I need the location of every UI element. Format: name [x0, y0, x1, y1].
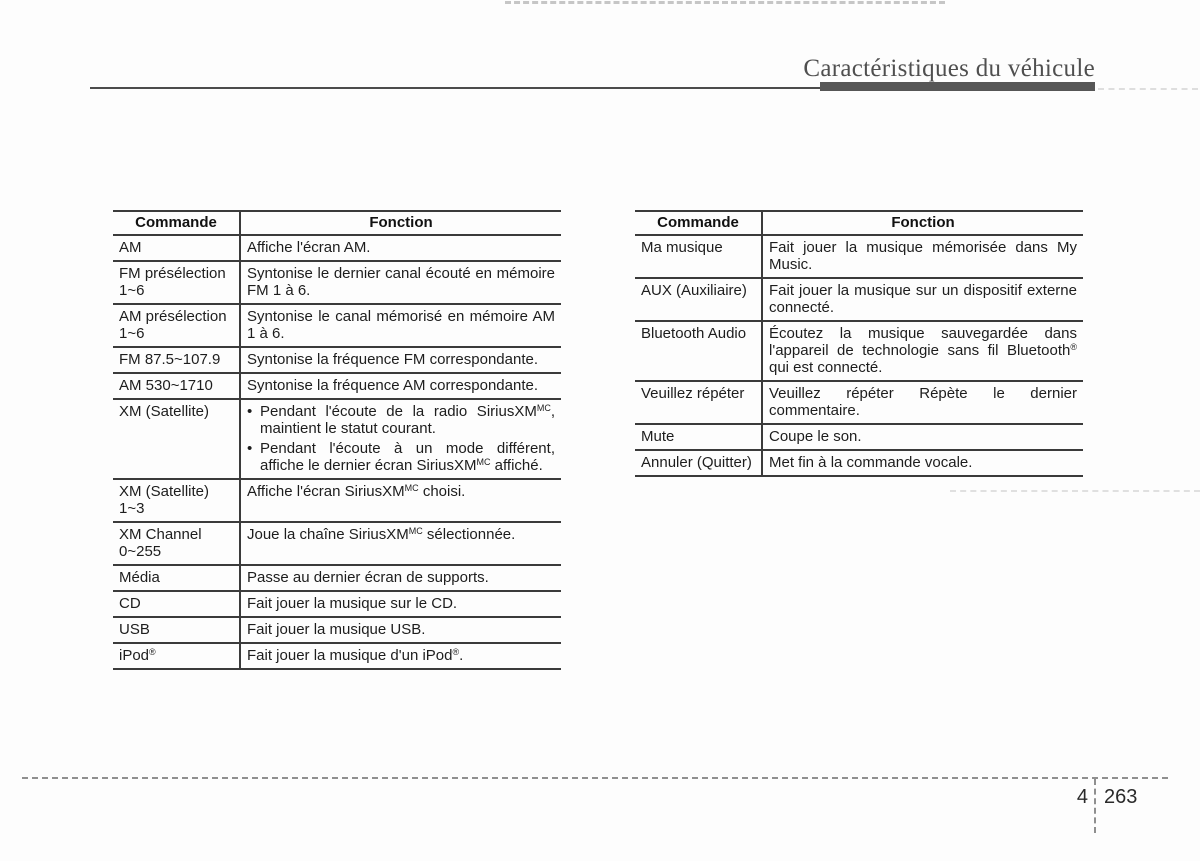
- fonction-cell: Passe au dernier écran de supports.: [240, 565, 561, 591]
- fonction-cell: Joue la chaîne SiriusXM$^{MC}$ sélectionnée.: [240, 522, 561, 565]
- table-row: [113, 304, 561, 347]
- commande-cell: CD: [113, 591, 240, 617]
- bullet-icon: •: [247, 403, 253, 420]
- radio-commands-table: [113, 210, 561, 670]
- fonction-cell: Écoutez la musique sauvegardée dans l'appareil de technologie sans fil Bluetooth® qui est connecté.: [762, 321, 1083, 381]
- table-row: [113, 643, 561, 669]
- commande-cell: Bluetooth Audio: [635, 321, 762, 381]
- media-voice-commands-table: [635, 210, 1083, 477]
- column-header-fonction: Fonction: [762, 211, 1083, 235]
- commande-cell: XM Channel 0~255: [113, 522, 240, 565]
- fonction-cell: Fait jouer la musique USB.: [240, 617, 561, 643]
- commande-cell: FM présélection 1~6: [113, 261, 240, 304]
- fonction-cell: Veuillez répéter Répète le dernier commentaire.: [762, 381, 1083, 424]
- fonction-cell: Fait jouer la musique sur un dispositif externe connecté.: [762, 278, 1083, 321]
- table-row: [635, 450, 1083, 476]
- commande-cell: Ma musique: [635, 235, 762, 278]
- scan-artifact-dashes: [950, 490, 1200, 492]
- column-header-commande: Commande: [113, 211, 240, 235]
- fonction-cell: Syntonise le canal mémorisé en mémoire AM 1 à 6.: [240, 304, 561, 347]
- page-top-dashed-line: [505, 1, 945, 4]
- commande-cell: AM présélection 1~6: [113, 304, 240, 347]
- superscript-text: ®: [149, 647, 156, 657]
- table-row: [113, 591, 561, 617]
- bullet-icon: •: [247, 440, 253, 457]
- header-accent-bar: [820, 82, 1095, 91]
- table-row: [635, 381, 1083, 424]
- table-row: [635, 321, 1083, 381]
- superscript-text: MC: [476, 457, 491, 467]
- fonction-cell: Fait jouer la musique sur le CD.: [240, 591, 561, 617]
- commande-cell: USB: [113, 617, 240, 643]
- fonction-cell: Affiche l'écran SiriusXM$^{MC}$ choisi.: [240, 479, 561, 522]
- commande-cell: FM 87.5~107.9: [113, 347, 240, 373]
- fonction-cell: Syntonise la fréquence AM correspondante.: [240, 373, 561, 399]
- superscript-text: MC: [536, 403, 551, 413]
- table-row: [113, 347, 561, 373]
- table-row: [113, 565, 561, 591]
- page-number: 263: [1104, 786, 1138, 808]
- footer-vertical-dashed-line: [1094, 779, 1096, 833]
- footer-dashed-rule: [22, 777, 1168, 779]
- fonction-cell: Syntonise le dernier canal écouté en mémoire FM 1 à 6.: [240, 261, 561, 304]
- table-row: [113, 522, 561, 565]
- table-row: [635, 235, 1083, 278]
- commande-cell: Média: [113, 565, 240, 591]
- superscript-text: MC: [408, 526, 423, 536]
- table-row: [113, 617, 561, 643]
- superscript-text: MC: [404, 483, 419, 493]
- fonction-cell: Fait jouer la musique d'un iPod®.: [240, 643, 561, 669]
- bullet-text: Pendant l'écoute à un mode différent, affiche le dernier écran SiriusXM$^{MC}$ affiché.: [260, 440, 555, 474]
- commande-cell: AUX (Auxiliaire): [635, 278, 762, 321]
- fonction-cell: [240, 399, 561, 479]
- fonction-cell: Coupe le son.: [762, 424, 1083, 450]
- table-row: [113, 235, 561, 261]
- chapter-number: 4: [1076, 786, 1088, 808]
- bullet-item: [247, 403, 555, 437]
- commands-table: [635, 210, 1083, 477]
- fonction-cell: Fait jouer la musique mémorisée dans My Music.: [762, 235, 1083, 278]
- commande-cell: Mute: [635, 424, 762, 450]
- fonction-cell: Met fin à la commande vocale.: [762, 450, 1083, 476]
- header-rule-faint-dashes: [1098, 88, 1198, 90]
- commands-table: [113, 210, 561, 670]
- superscript-text: ®: [452, 647, 460, 657]
- commande-cell: AM 530~1710: [113, 373, 240, 399]
- table-row: [113, 399, 561, 479]
- table-row: [635, 424, 1083, 450]
- column-header-commande: Commande: [635, 211, 762, 235]
- commande-cell: XM (Satellite) 1~3: [113, 479, 240, 522]
- table-row: [113, 479, 561, 522]
- chapter-header-title: Caractéristiques du véhicule: [803, 55, 1095, 82]
- fonction-cell: Syntonise la fréquence FM correspondante.: [240, 347, 561, 373]
- commande-cell: AM: [113, 235, 240, 261]
- commande-cell: Annuler (Quitter): [635, 450, 762, 476]
- commande-cell: XM (Satellite): [113, 399, 240, 479]
- bullet-text: Pendant l'écoute de la radio SiriusXM$^{MC}$, maintient le statut courant.: [260, 403, 555, 437]
- commande-cell: Veuillez répéter: [635, 381, 762, 424]
- commande-cell: iPod®: [113, 643, 240, 669]
- table-row: [635, 278, 1083, 321]
- superscript-text: ®: [1070, 342, 1077, 352]
- column-header-fonction: Fonction: [240, 211, 561, 235]
- fonction-cell: Affiche l'écran AM.: [240, 235, 561, 261]
- bullet-item: [247, 440, 555, 474]
- table-header-row: [635, 211, 1083, 235]
- table-row: [113, 261, 561, 304]
- table-row: [113, 373, 561, 399]
- table-header-row: [113, 211, 561, 235]
